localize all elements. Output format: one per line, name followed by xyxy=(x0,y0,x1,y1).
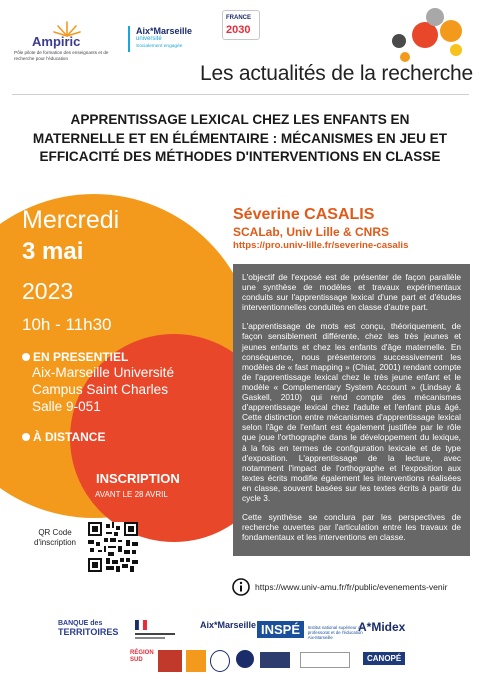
amu-footer-name: Aix*Marseille xyxy=(200,620,257,630)
partner-logo xyxy=(210,650,230,672)
qr-code-icon[interactable] xyxy=(88,522,138,572)
academie-logo xyxy=(135,618,175,644)
registration-deadline: AVANT LE 28 AVRIL xyxy=(95,490,168,499)
partner-logo xyxy=(158,650,182,672)
ampiric-subtitle: Pôle pilote de formation des enseignants et de recherche pour l'éducation xyxy=(14,50,109,61)
event-year: 2023 xyxy=(22,278,74,304)
banque-territoires-logo xyxy=(58,620,118,637)
amu-logo xyxy=(128,26,198,60)
france2030-logo xyxy=(222,10,260,40)
academie-emblem-icon xyxy=(135,618,175,644)
event-time: 10h - 11h30 xyxy=(22,315,112,334)
partner-logo xyxy=(236,650,254,668)
qr-label: QR Code d'inscription xyxy=(34,528,76,547)
banque-line1: BANQUE des xyxy=(58,620,103,627)
bullet-icon xyxy=(22,433,30,441)
decor-circle xyxy=(392,34,406,48)
amidex-logo: A*Midex xyxy=(358,620,406,634)
partner-logo xyxy=(300,652,350,668)
france2030-line1: FRANCE xyxy=(226,15,251,21)
speaker-name: Séverine CASALIS xyxy=(233,206,375,223)
info-url[interactable]: https://www.univ-amu.fr/fr/public/evenements-venir xyxy=(255,582,448,592)
talk-title: APPRENTISSAGE LEXICAL CHEZ LES ENFANTS EN MATERNELLE ET EN ÉLÉMENTAIRE : MÉCANISMES EN JEU ET EFFICACITÉ DES MÉTHODES D'INTERVENTIONS EN CLASSE xyxy=(32,112,448,164)
speaker-url[interactable]: https://pro.univ-lille.fr/severine-casalis xyxy=(233,240,409,251)
speaker-lab: SCALab, Univ Lille & CNRS xyxy=(233,225,390,239)
inspe-mark: INSPÉ xyxy=(257,621,304,638)
abstract-box xyxy=(233,264,470,556)
event-day: Mercredi xyxy=(22,206,120,234)
partner-logo xyxy=(186,650,206,672)
address-line: Aix-Marseille Université xyxy=(32,365,175,380)
region-sud-logo xyxy=(130,650,154,664)
inspe-logo xyxy=(257,621,368,640)
france2030-line2: 2030 xyxy=(226,24,251,36)
region-sud-name: RÉGION SUD xyxy=(130,650,154,663)
address-line: Campus Saint Charles xyxy=(32,382,168,397)
abstract-paragraph: L'apprentissage de mots est conçu, théoriquement, de façon sensiblement différente, chez les très jeunes et jeunes enfants et chez les enfants d'âge maternelle. En conséquence, nous présenterons successivement les modèles de « fast mapping » (Chiat, 2001) rendant compte de l'apprentissage lexical chez le très jeune enfant et le modèle « Complementary System Account » (Lindsay & Gaskell, 2010) qui rend compte des mécanismes d'apprentissage lexical chez l'adulte et l'enfant plus âgé. Cette distinction entre mécanismes d'apprentissage lexical selon l'âge de l'enfant est également justifiée par le rôle que joue l'orthographe dans le développement du lexique, à la fois en termes de configuration lexicale et de type d'exposition. L'apprentissage de la lecture, avec notamment l'impact de l'orthographe et l'exposition aux textes écrits modifie également les interventions réalisées en classe, souvent basées sur les textes écrits à partir du cycle 3. xyxy=(242,321,461,503)
ampiric-wordmark: Ampiric xyxy=(32,34,81,49)
amu-name-sub: université xyxy=(136,36,162,42)
abstract-paragraph: Cette synthèse se conclura par les perspectives de recherche ouvertes par l'articulation entre les travaux de fondamentaux et les interventions en classe. xyxy=(242,512,461,543)
mode-remote xyxy=(22,430,105,444)
decor-circle xyxy=(440,20,462,42)
decor-circle xyxy=(400,52,410,62)
amu-footer-logo xyxy=(200,620,256,630)
info-icon xyxy=(232,578,250,596)
footer-logos xyxy=(0,612,481,680)
amu-tagline: Socialement engagée xyxy=(136,44,183,49)
decor-circle xyxy=(450,44,462,56)
ampiric-logo xyxy=(14,12,124,62)
mode-onsite xyxy=(22,350,128,364)
mode-onsite-label: EN PRESENTIEL xyxy=(33,350,129,364)
canope-logo: CANOPÉ xyxy=(363,652,405,665)
event-date: 3 mai xyxy=(22,238,84,265)
partner-logo xyxy=(260,652,290,668)
bullet-icon xyxy=(22,353,30,361)
address-line: Salle 9-051 xyxy=(32,399,101,414)
header-divider xyxy=(12,94,469,95)
amu-name: Aix*Marseille xyxy=(136,26,193,36)
decorative-circles xyxy=(390,4,470,64)
event-address xyxy=(32,364,252,415)
amu-logo-bar xyxy=(128,26,130,52)
mode-remote-label: À DISTANCE xyxy=(33,430,106,444)
inspe-sub: Institut national supérieur du professorat et de l'éducation Aix-Marseille xyxy=(307,624,363,640)
section-title: Les actualités de la recherche xyxy=(200,62,473,85)
abstract-paragraph: L'objectif de l'exposé est de présenter de façon parallèle une synthèse de modèles et travaux expérimentaux conduits sur l'apprentissage lexical d'une part et d'études interventionnelles conduites en classe d'autre part. xyxy=(242,272,461,313)
registration-label: INSCRIPTION xyxy=(96,471,180,486)
banque-line2: TERRITOIRES xyxy=(58,627,119,637)
